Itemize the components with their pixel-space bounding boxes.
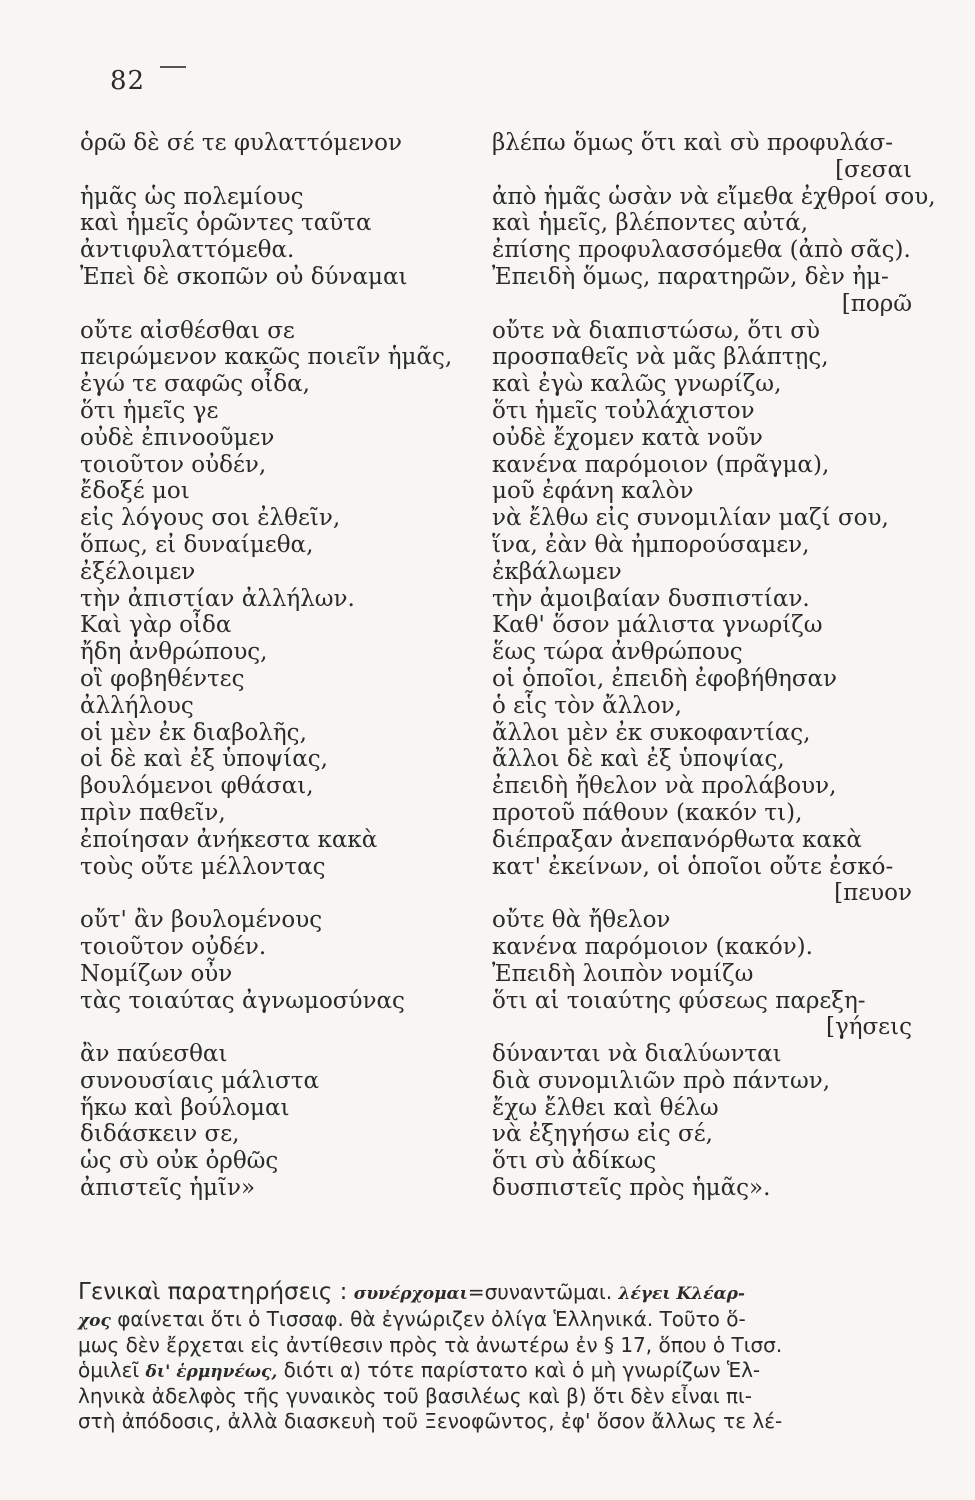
translation-line: μοῦ ἐφάνη καλὸν bbox=[492, 478, 694, 505]
page-number: 82 bbox=[110, 66, 146, 96]
text-line: συνουσίαις μάλιστα bbox=[80, 1067, 319, 1094]
translation-line: [σεσαι bbox=[835, 156, 912, 183]
translation-line: Ἐπειδὴ ὅμως, παρατηρῶν, δὲν ἠμ- bbox=[492, 263, 889, 290]
note-term: χος bbox=[78, 1310, 111, 1331]
text-line: ὡς σὺ οὐκ ὀρθῶς bbox=[80, 1148, 279, 1175]
text-line: οἱ δὲ καὶ ἐξ ὑποψίας, bbox=[80, 746, 328, 773]
text-line bbox=[80, 157, 480, 184]
text-line: τὰς τοιαύτας ἀγνωμοσύνας bbox=[80, 987, 405, 1014]
text-line: ἥκω καὶ βούλομαι bbox=[80, 1094, 290, 1121]
translation-line: δυσπιστεῖς πρὸς ἡμᾶς». bbox=[492, 1175, 771, 1202]
translation-line: ἐπίσης προφυλασσόμεθα (ἀπὸ σᾶς). bbox=[492, 237, 911, 264]
translation-line: ὅτι ἡμεῖς τοὐλάχιστον bbox=[492, 397, 755, 424]
text-line: ἡμᾶς ὡς πολεμίους bbox=[80, 183, 304, 210]
text-line bbox=[80, 880, 480, 907]
text-line: τὴν ἀπιστίαν ἀλλήλων. bbox=[80, 585, 355, 612]
translation-line: ἔχω ἔλθει καὶ θέλω bbox=[492, 1094, 719, 1121]
text-line: διδάσκειν σε, bbox=[80, 1121, 240, 1148]
text-line bbox=[80, 1014, 480, 1041]
note-term: λέγει Κλέαρ- bbox=[618, 1284, 745, 1304]
translation-line: [πορῶ bbox=[841, 290, 912, 317]
text-line: τοὺς οὔτε μέλλοντας bbox=[80, 853, 326, 880]
text-line: οὔτ' ἂν βουλομένους bbox=[80, 907, 323, 934]
notes-line: ληνικὰ ἀδελφὸς τῆς γυναικὸς τοῦ βασιλέως καὶ β) ὅτι δὲν εἶναι πι- bbox=[78, 1384, 753, 1408]
text-line: ὅπως, εἰ δυναίμεθα, bbox=[80, 531, 314, 558]
notes-line bbox=[78, 1307, 898, 1334]
text-line bbox=[80, 291, 480, 318]
note-text: ὁμιλεῖ bbox=[78, 1357, 140, 1382]
notes-line: μως δὲν ἔρχεται εἰς ἀντίθεσιν πρὸς τὰ ἀνωτέρω ἐν § 17, ὅπου ὁ Τισσ. bbox=[78, 1333, 783, 1357]
header-rule bbox=[160, 66, 186, 68]
translation-line: ἀπὸ ἡμᾶς ὡσὰν νὰ εἴμεθα ἐχθροί σου, bbox=[492, 183, 936, 210]
note-term: συνέρχομαι bbox=[353, 1284, 468, 1304]
text-line: ἐξέλοιμεν bbox=[80, 558, 196, 585]
text-line: ἀλλήλους bbox=[80, 692, 194, 719]
ancient-text-column bbox=[80, 130, 480, 1202]
translation-line: Ἐπειδὴ λοιπὸν νομίζω bbox=[492, 960, 754, 987]
translation-line: ὅτι σὺ ἀδίκως bbox=[492, 1148, 657, 1175]
translation-line: διέπραξαν ἀνεπανόρθωτα κακὰ bbox=[492, 826, 862, 853]
translation-line: βλέπω ὅμως ὅτι καὶ σὺ προφυλάσ- bbox=[492, 130, 893, 156]
translation-line: κανένα παρόμοιον (πρᾶγμα), bbox=[492, 451, 830, 478]
text-line: τοιοῦτον οὐδέν, bbox=[80, 451, 267, 478]
translation-column bbox=[492, 130, 936, 1202]
notes-line bbox=[78, 1280, 898, 1307]
translation-line: κανένα παρόμοιον (κακόν). bbox=[492, 933, 813, 960]
translation-line: τὴν ἀμοιβαίαν δυσπιστίαν. bbox=[492, 585, 810, 612]
text-line: οὐδὲ ἐπινοοῦμεν bbox=[80, 424, 275, 451]
text-line: ἀπιστεῖς ἡμῖν» bbox=[80, 1175, 256, 1202]
text-line: εἰς λόγους σοι ἐλθεῖν, bbox=[80, 505, 341, 532]
note-text: διότι α) τότε παρίστατο καὶ ὁ μὴ γνωρίζων Ἑλ- bbox=[283, 1357, 761, 1382]
translation-line: ἄλλοι μὲν ἐκ συκοφαντίας, bbox=[492, 719, 811, 746]
translation-line: [πευον bbox=[834, 880, 912, 907]
translation-line: νὰ ἔλθω εἰς συνομιλίαν μαζί σου, bbox=[492, 505, 889, 532]
translation-line: προσπαθεῖς νὰ μᾶς βλάπτῃς, bbox=[492, 344, 829, 371]
translation-line: ὅτι αἱ τοιαύτης φύσεως παρεξη- bbox=[492, 987, 866, 1014]
translation-line: ὁ εἷς τὸν ἄλλον, bbox=[492, 692, 682, 719]
note-text: φαίνεται ὅτι ὁ Τισσαφ. θὰ ἐγνώριζεν ὀλίγα Ἑλληνικά. Τοῦτο ὅ- bbox=[117, 1306, 746, 1331]
text-line: ἀντιφυλαττόμεθα. bbox=[80, 237, 295, 264]
translation-line: ἐκβάλωμεν bbox=[492, 558, 622, 585]
text-line: ἂν παύεσθαι bbox=[80, 1041, 228, 1068]
text-line: ὁρῶ δὲ σέ τε φυλαττόμενον bbox=[80, 130, 402, 156]
translation-line: οὔτε θὰ ἤθελον bbox=[492, 907, 671, 934]
translation-line: δύνανται νὰ διαλύωνται bbox=[492, 1041, 782, 1068]
translation-line: προτοῦ πάθουν (κακόν τι), bbox=[492, 799, 803, 826]
text-line: Νομίζων οὖν bbox=[80, 960, 233, 987]
translation-line: κατ' ἐκείνων, οἱ ὁποῖοι οὔτε ἐσκό- bbox=[492, 853, 894, 880]
text-line: πρὶν παθεῖν, bbox=[80, 799, 226, 826]
translation-line: νὰ ἐξηγήσω εἰς σέ, bbox=[492, 1121, 713, 1148]
translation-line: ἄλλοι δὲ καὶ ἐξ ὑποψίας, bbox=[492, 746, 785, 773]
translation-line: ἕως τώρα ἀνθρώπους bbox=[492, 639, 743, 666]
text-line: ἐποίησαν ἀνήκεστα κακὰ bbox=[80, 826, 378, 853]
text-line: ἤδη ἀνθρώπους, bbox=[80, 639, 268, 666]
translation-line: καὶ ἡμεῖς, βλέποντες αὐτά, bbox=[492, 210, 809, 237]
text-line: ἐγώ τε σαφῶς οἶδα, bbox=[80, 371, 310, 398]
text-line: ὅτι ἡμεῖς γε bbox=[80, 397, 219, 424]
notes-line: στὴ ἀπόδοσις, ἀλλὰ διασκευὴ τοῦ Ξενοφῶντος, ἐφ' ὅσον ἄλλως τε λέ- bbox=[78, 1408, 783, 1433]
text-line: βουλόμενοι φθάσαι, bbox=[80, 773, 314, 800]
text-line: τοιοῦτον οὐδέν. bbox=[80, 933, 267, 960]
text-line: Ἐπεὶ δὲ σκοπῶν οὐ δύναμαι bbox=[80, 263, 408, 290]
translation-line: Καθ' ὅσον μάλιστα γνωρίζω bbox=[492, 612, 823, 639]
translation-line: ἐπειδὴ ἤθελον νὰ προλάβουν, bbox=[492, 773, 837, 800]
translation-line: ἵνα, ἐὰν θὰ ἠμπορούσαμεν, bbox=[492, 531, 810, 558]
notes-heading: Γενικαὶ παρατηρήσεις : bbox=[78, 1279, 348, 1305]
text-line: οὔτε αἰσθέσθαι σε bbox=[80, 317, 295, 344]
translation-line: οὔτε νὰ διαπιστώσω, ὅτι σὺ bbox=[492, 317, 820, 344]
text-line: Καὶ γὰρ οἶδα bbox=[80, 612, 232, 639]
general-notes bbox=[78, 1280, 898, 1433]
text-line: καὶ ἡμεῖς ὁρῶντες ταῦτα bbox=[80, 210, 372, 237]
translation-line: διὰ συνομιλιῶν πρὸ πάντων, bbox=[492, 1067, 831, 1094]
text-line: πειρώμενον κακῶς ποιεῖν ἡμᾶς, bbox=[80, 344, 453, 371]
notes-line bbox=[78, 1358, 898, 1385]
translation-line: [γήσεις bbox=[825, 1014, 912, 1041]
text-line: ἔδοξέ μοι bbox=[80, 478, 190, 505]
translation-line: καὶ ἐγὼ καλῶς γνωρίζω, bbox=[492, 371, 782, 398]
note-term: δι' ἑρμηνέως, bbox=[145, 1361, 278, 1382]
text-line: οἳ φοβηθέντες bbox=[80, 665, 245, 692]
translation-line: οἱ ὁποῖοι, ἐπειδὴ ἐφοβήθησαν bbox=[492, 665, 838, 692]
note-text: =συναντῶμαι. bbox=[467, 1280, 613, 1304]
translation-line: οὐδὲ ἔχομεν κατὰ νοῦν bbox=[492, 424, 763, 451]
text-line: οἱ μὲν ἐκ διαβολῆς, bbox=[80, 719, 307, 746]
